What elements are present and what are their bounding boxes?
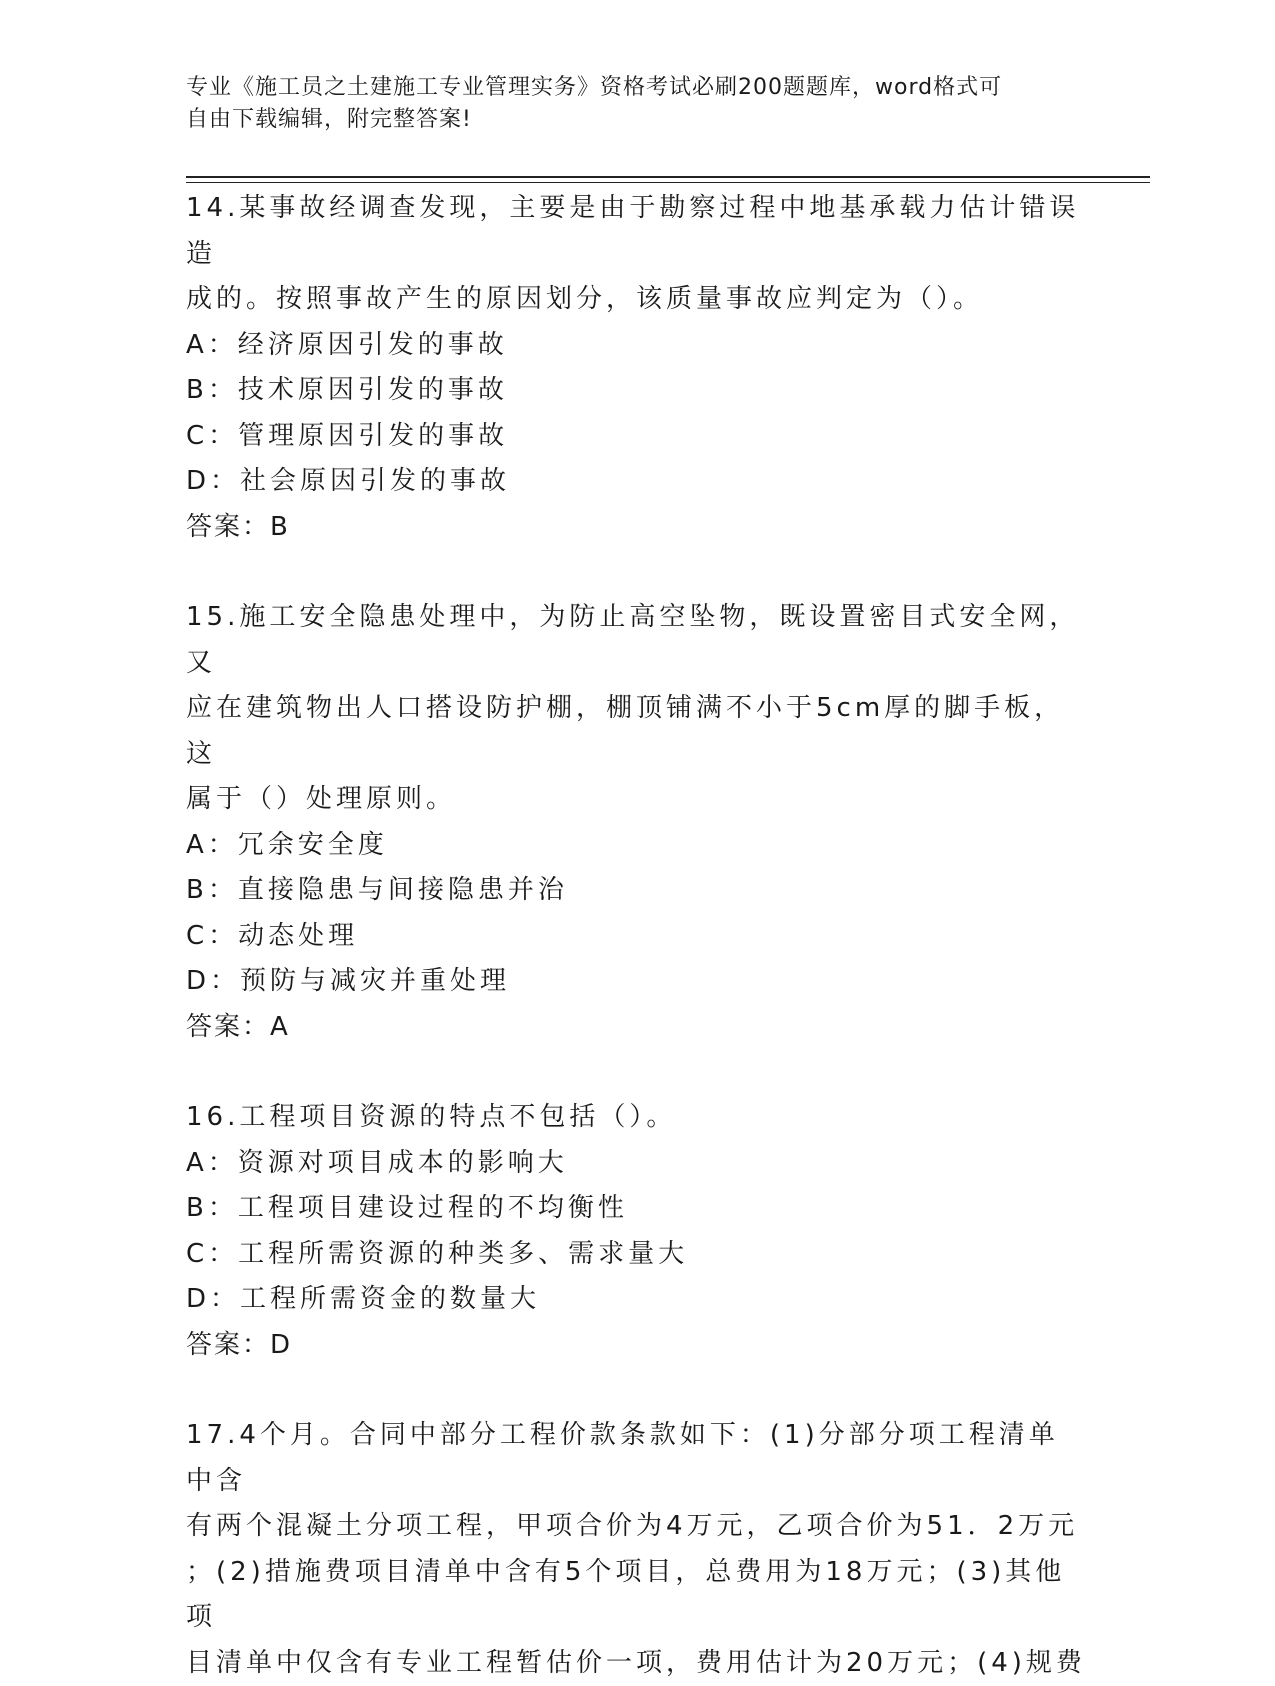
question-text-line: 14.某事故经调查发现，主要是由于勘察过程中地基承载力估计错误造 [186,186,1086,277]
question-15 [186,595,1086,1050]
header-divider-thick [186,176,1150,178]
header-divider-thin [186,182,1150,183]
option-d: D：预防与减灾并重处理 [186,959,1086,1005]
question-gap [186,550,1086,595]
question-list [186,186,1086,1686]
question-text-line: 成的。按照事故产生的原因划分，该质量事故应判定为（）。 [186,277,1086,323]
question-text-line: ；(2)措施费项目清单中含有5个项目，总费用为18万元；(3)其他项 [186,1550,1086,1641]
option-d: D：社会原因引发的事故 [186,459,1086,505]
question-text-line: 目清单中仅含有专业工程暂估价一项，费用估计为20万元；(4)规费 [186,1641,1086,1686]
question-14 [186,186,1086,550]
question-gap [186,1368,1086,1413]
option-c: C：动态处理 [186,914,1086,960]
question-16 [186,1095,1086,1368]
answer: 答案：D [186,1323,1086,1369]
answer: 答案：B [186,505,1086,551]
option-c: C：管理原因引发的事故 [186,414,1086,460]
header-line-2: 自由下载编辑，附完整答案! [186,104,1066,136]
option-b: B：技术原因引发的事故 [186,368,1086,414]
question-text-line: 16.工程项目资源的特点不包括（）。 [186,1095,1086,1141]
option-b: B：直接隐患与间接隐患并治 [186,868,1086,914]
answer: 答案：A [186,1005,1086,1051]
option-b: B：工程项目建设过程的不均衡性 [186,1186,1086,1232]
question-text-line: 应在建筑物出人口搭设防护棚，棚顶铺满不小于5cm厚的脚手板，这 [186,686,1086,777]
question-text-line: 有两个混凝土分项工程，甲项合价为4万元，乙项合价为51．2万元 [186,1504,1086,1550]
header-line-1: 专业《施工员之土建施工专业管理实务》资格考试必刷200题题库，word格式可 [186,72,1066,104]
question-text-line: 15.施工安全隐患处理中，为防止高空坠物，既设置密目式安全网，又 [186,595,1086,686]
question-17 [186,1413,1086,1686]
question-text-line: 17.4个月。合同中部分工程价款条款如下：(1)分部分项工程清单中含 [186,1413,1086,1504]
document-header [186,72,1066,136]
option-a: A：经济原因引发的事故 [186,323,1086,369]
option-d: D：工程所需资金的数量大 [186,1277,1086,1323]
question-gap [186,1050,1086,1095]
question-text-line: 属于（）处理原则。 [186,777,1086,823]
option-a: A：资源对项目成本的影响大 [186,1141,1086,1187]
option-c: C：工程所需资源的种类多、需求量大 [186,1232,1086,1278]
option-a: A：冗余安全度 [186,823,1086,869]
